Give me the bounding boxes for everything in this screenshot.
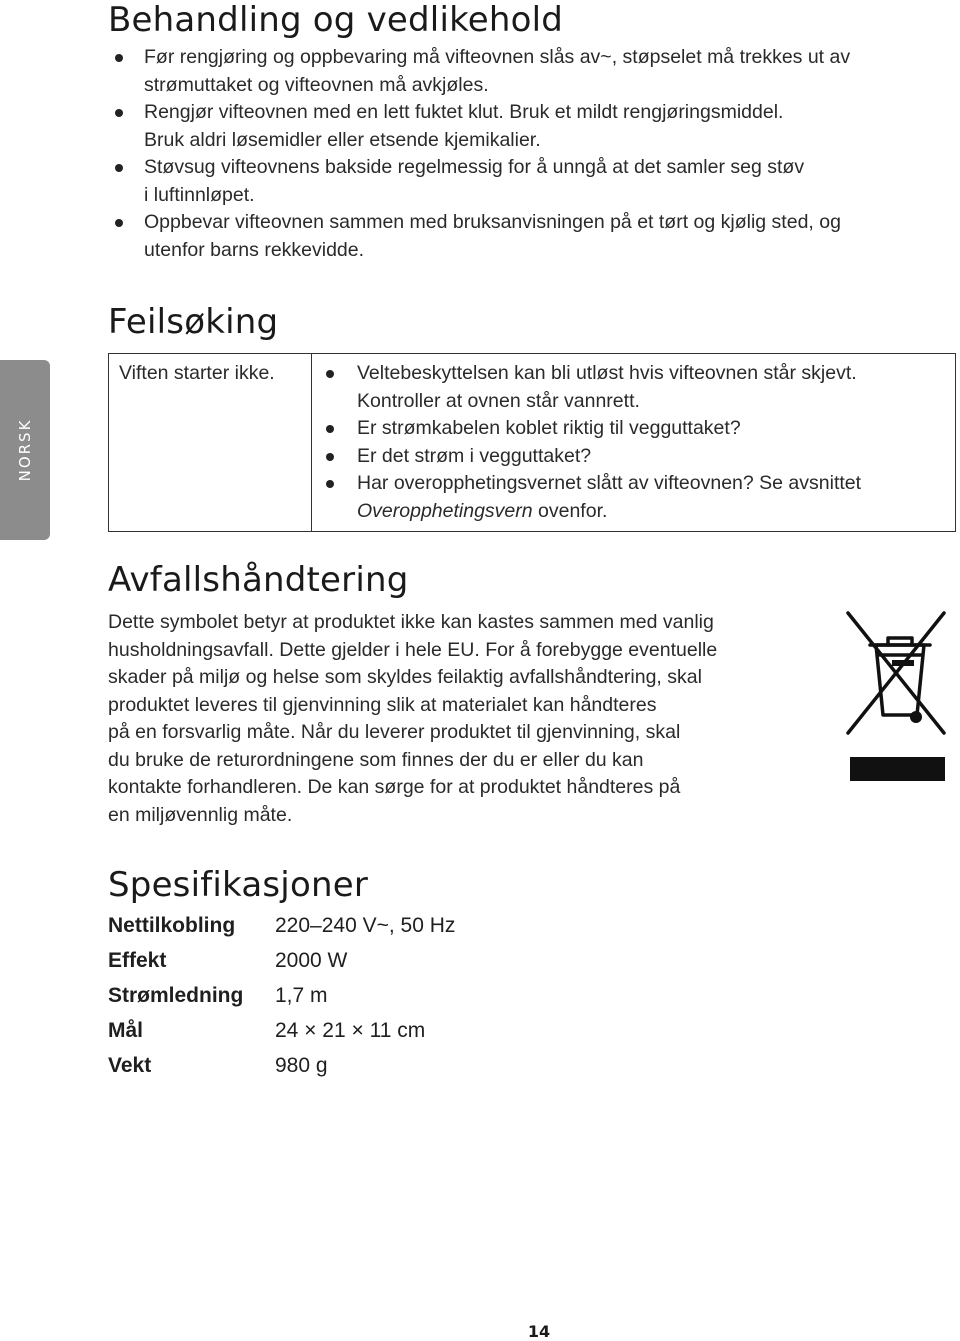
specs-table <box>108 908 455 1083</box>
troubleshooting-table <box>108 353 956 532</box>
table-row <box>109 354 956 532</box>
language-side-tab <box>0 360 50 540</box>
section-reference: Overopphetingsvern <box>357 499 533 522</box>
list-item: Rengjør vifteovnen med en lett fuktet klut. Bruk et mildt rengjøringsmiddel. Bruk aldri løsemidler eller etsende kjemikalier. <box>108 99 948 154</box>
bullet-icon <box>326 480 334 488</box>
crossed-out-wheelie-bin-icon <box>840 605 950 785</box>
bullet-icon <box>115 164 123 172</box>
table-row: Strømledning 1,7 m <box>108 984 328 1007</box>
solutions-cell <box>312 354 956 532</box>
bullet-icon <box>326 425 334 433</box>
list-item: Veltebeskyttelsen kan bli utløst hvis vifteovnen står skjevt. Kontroller at ovnen står vannrett. <box>322 360 945 415</box>
bullet-icon <box>115 219 123 227</box>
problem-cell: Viften starter ikke. <box>109 354 312 532</box>
section-title-troubleshooting: Feilsøking <box>108 302 279 342</box>
table-row: Effekt 2000 W <box>108 949 348 972</box>
solutions-list <box>322 360 945 525</box>
bullet-icon <box>326 453 334 461</box>
page-number: 14 <box>527 1322 551 1341</box>
list-item: Støvsug vifteovnens bakside regelmessig for å unngå at det samler seg støv i luftinnløpet. <box>108 154 948 209</box>
table-row: Mål 24 × 21 × 11 cm <box>108 1019 426 1042</box>
table-row: Nettilkobling 220–240 V~, 50 Hz <box>108 914 456 937</box>
list-item: Er det strøm i vegguttaket? <box>322 443 945 471</box>
list-item: Oppbevar vifteovnen sammen med bruksanvisningen på et tørt og kjølig sted, og utenfor barns rekkevidde. <box>108 209 948 264</box>
bullet-icon <box>115 109 123 117</box>
table-row: Vekt 980 g <box>108 1054 328 1077</box>
section-title-specs: Spesifikasjoner <box>108 865 368 905</box>
list-item: Er strømkabelen koblet riktig til vegguttaket? <box>322 415 945 443</box>
bullet-icon <box>326 370 334 378</box>
bullet-icon <box>115 54 123 62</box>
care-list <box>108 44 948 264</box>
disposal-paragraph: Dette symbolet betyr at produktet ikke kan kastes sammen med vanlig husholdningsavfall. Dette gjelder i hele EU. For å forebygge eventuelle skader på miljø og helse som skyldes feilaktig avfallshåndtering, skal produktet leveres til gjenvinning slik at materialet kan håndteres på en forsvarlig måte. Når du leverer produktet til gjenvinning, skal du bruke de returordningene som finnes der du er eller du kan kontakte forhandleren. De kan sørge for at produktet håndteres på en miljøvennlig måte. <box>108 611 718 826</box>
section-title-disposal: Avfallshåndtering <box>108 560 409 600</box>
list-item: Har overopphetingsvernet slått av vifteovnen? Se avsnittet Overopphetingsvern ovenfor. <box>322 470 945 525</box>
section-title-care: Behandling og vedlikehold <box>108 0 564 40</box>
language-label: NORSK <box>16 418 34 482</box>
list-item: Før rengjøring og oppbevaring må vifteovnen slås av~, støpselet må trekkes ut av strømuttaket og vifteovnen må avkjøles. <box>108 44 948 99</box>
